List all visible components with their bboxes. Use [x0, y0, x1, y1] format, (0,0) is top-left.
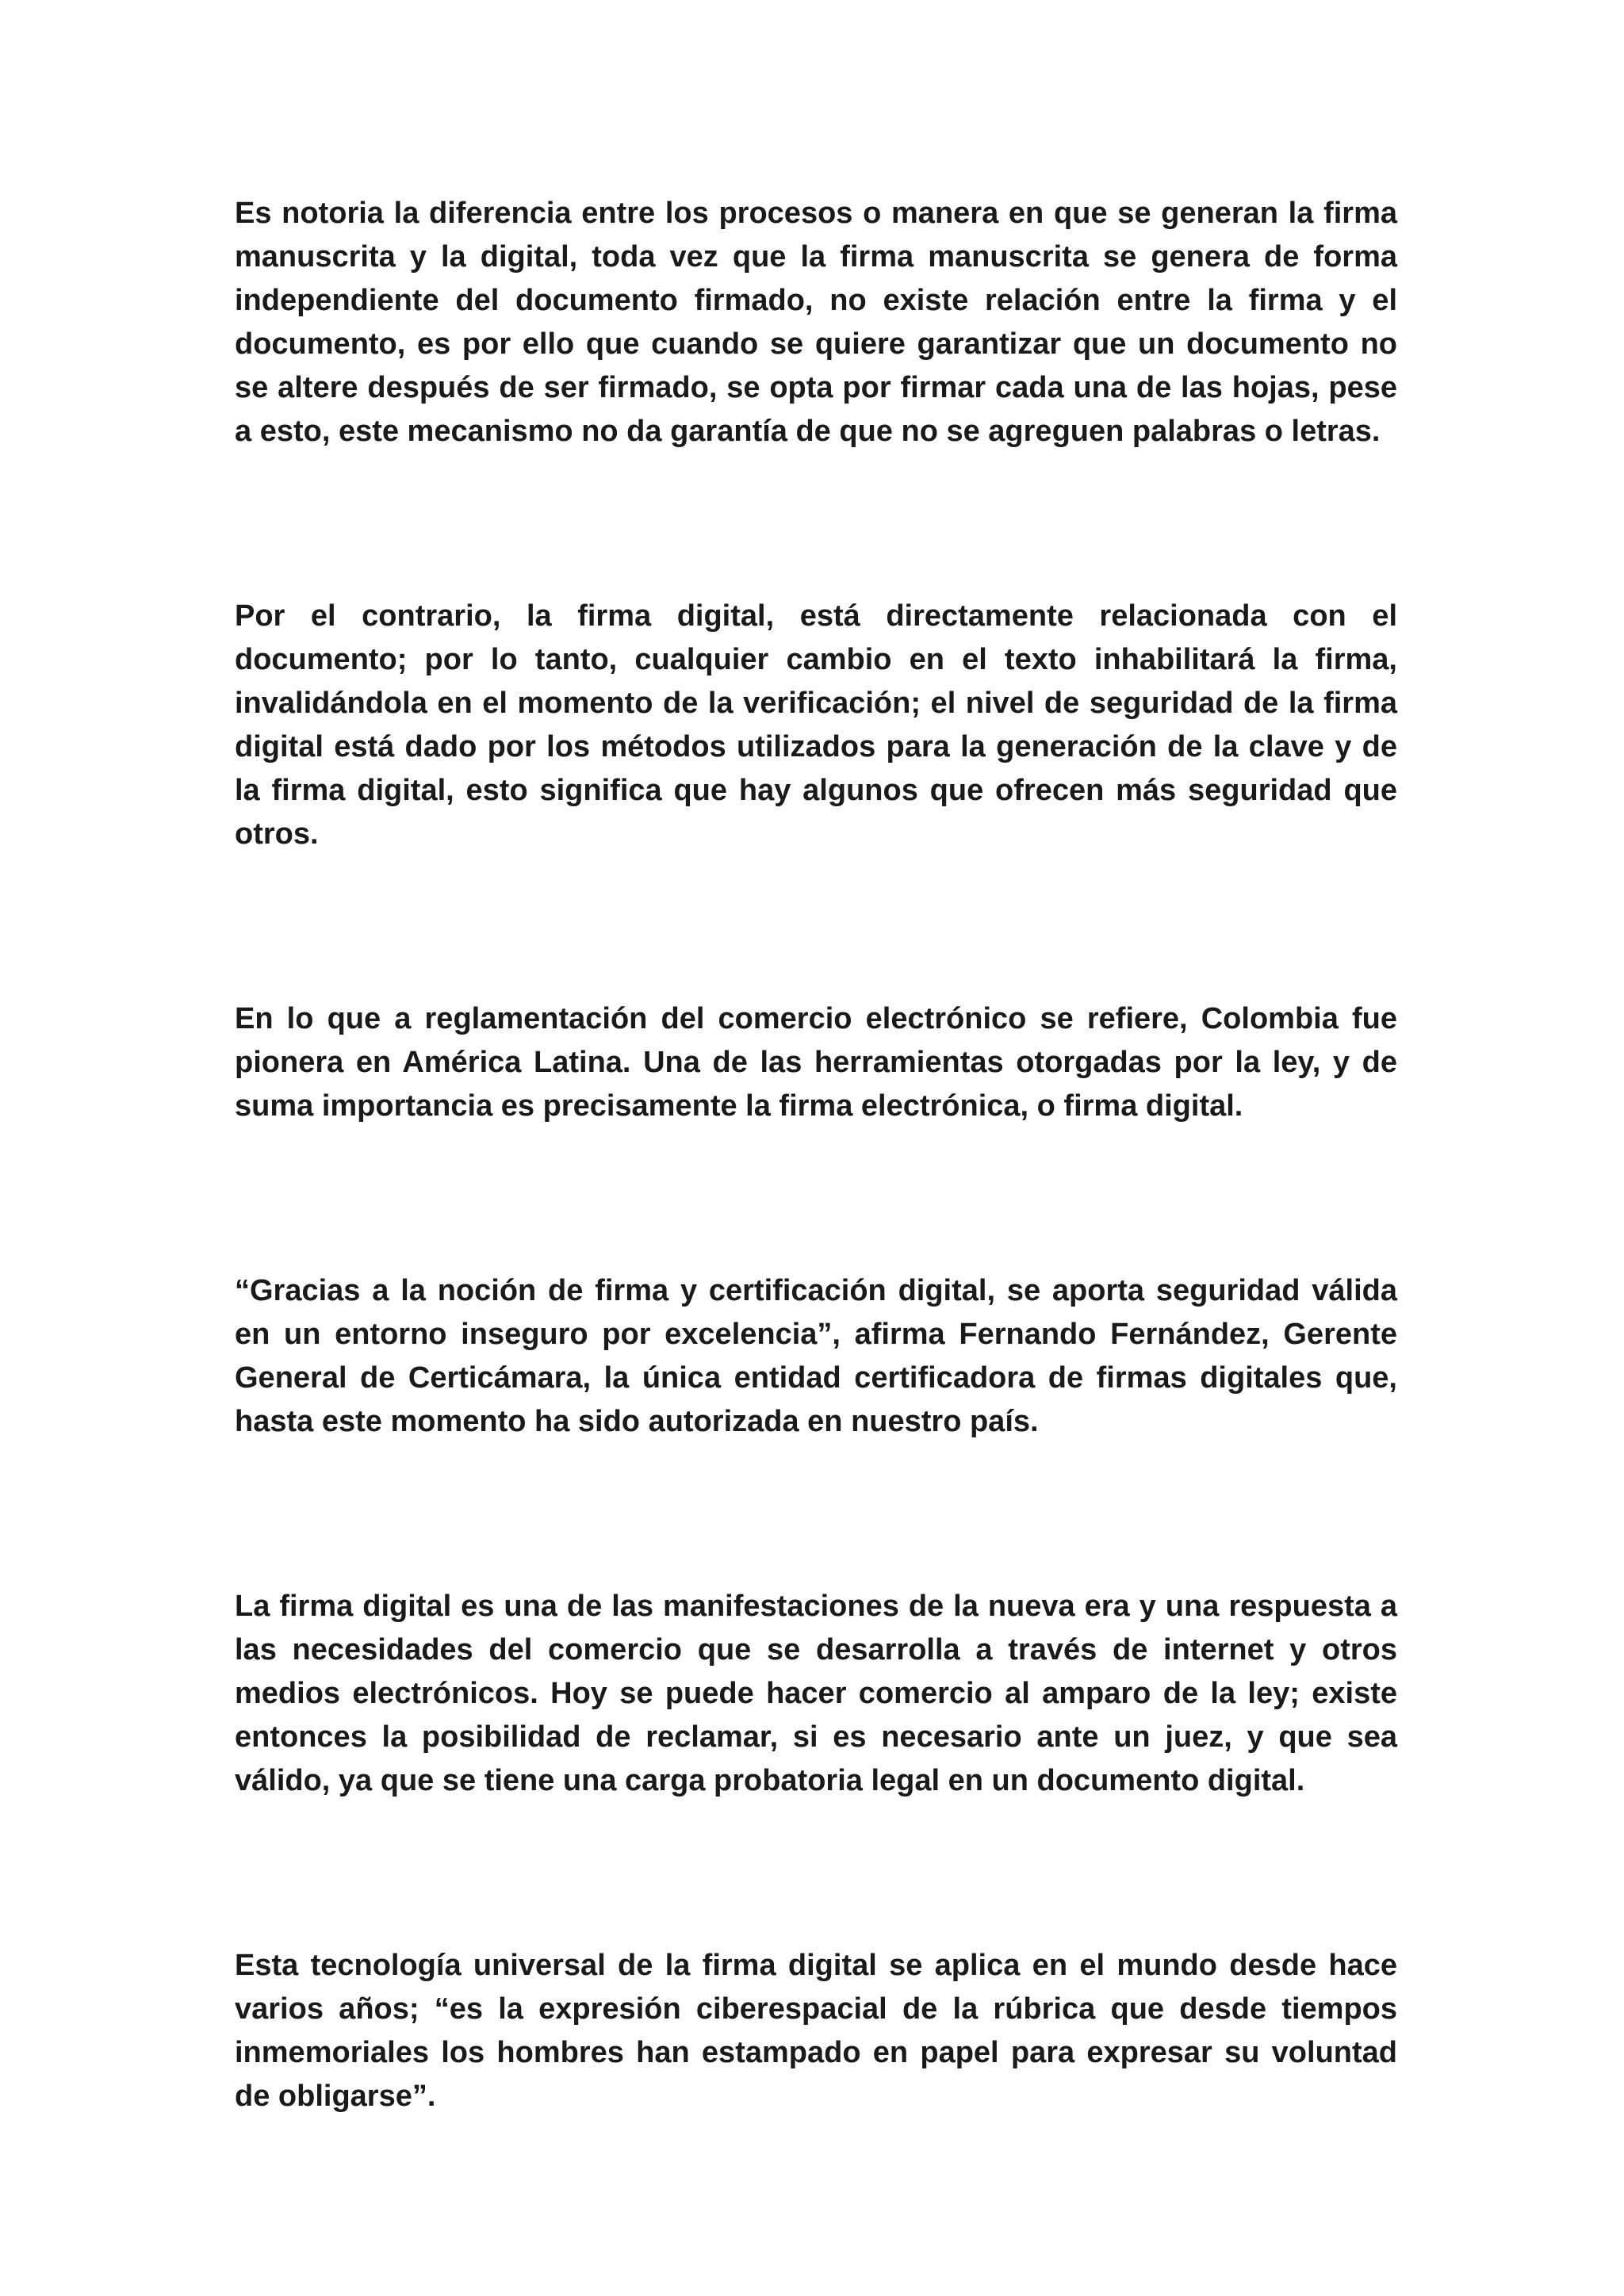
paragraph-certicamara-quote: “Gracias a la noción de firma y certificación digital, se aporta seguridad válida en un entorno inseguro por excelencia”, afirma Fernando Fernández, Gerente General de Certicámara, la única entidad certificadora de firmas digitales que, hasta este momento ha sido autorizada en nuestro país.	[235, 1274, 1397, 1438]
paragraph-universal-technology: Esta tecnología universal de la firma digital se aplica en el mundo desde hace varios años; “es la expresión ciberespacial de la rúbrica que desde tiempos inmemoriales los hombres han estampado en papel para expresar su voluntad de obligarse”.	[235, 1949, 1397, 2113]
document-body	[235, 192, 1397, 2118]
paragraph-new-era-commerce: La firma digital es una de las manifestaciones de la nueva era y una respuesta a las necesidades del comercio que se desarrolla a través de internet y otros medios electrónicos. Hoy se puede hacer comercio al amparo de la ley; existe entonces la posibilidad de reclamar, si es necesario ante un juez, y que sea válido, ya que se tiene una carga probatoria legal en un documento digital.	[235, 1590, 1397, 1797]
paragraph-colombia-regulation: En lo que a reglamentación del comercio electrónico se refiere, Colombia fue pionera en América Latina. Una de las herramientas otorgadas por la ley, y de suma importancia es precisamente la firma electrónica, o firma digital.	[235, 1002, 1397, 1123]
paragraph-handwritten-vs-digital: Es notoria la diferencia entre los procesos o manera en que se generan la firma manuscrita y la digital, toda vez que la firma manuscrita se genera de forma independiente del documento firmado, no existe relación entre la firma y el documento, es por ello que cuando se quiere garantizar que un documento no se altere después de ser firmado, se opta por firmar cada una de las hojas, pese a esto, este mecanismo no da garantía de que no se agreguen palabras o letras.	[235, 197, 1397, 448]
paragraph-digital-signature-relation: Por el contrario, la firma digital, está directamente relacionada con el documento; por lo tanto, cualquier cambio en el texto inhabilitará la firma, invalidándola en el momento de la verificación; el nivel de seguridad de la firma digital está dado por los métodos utilizados para la generación de la clave y de la firma digital, esto significa que hay algunos que ofrecen más seguridad que otros.	[235, 599, 1397, 851]
